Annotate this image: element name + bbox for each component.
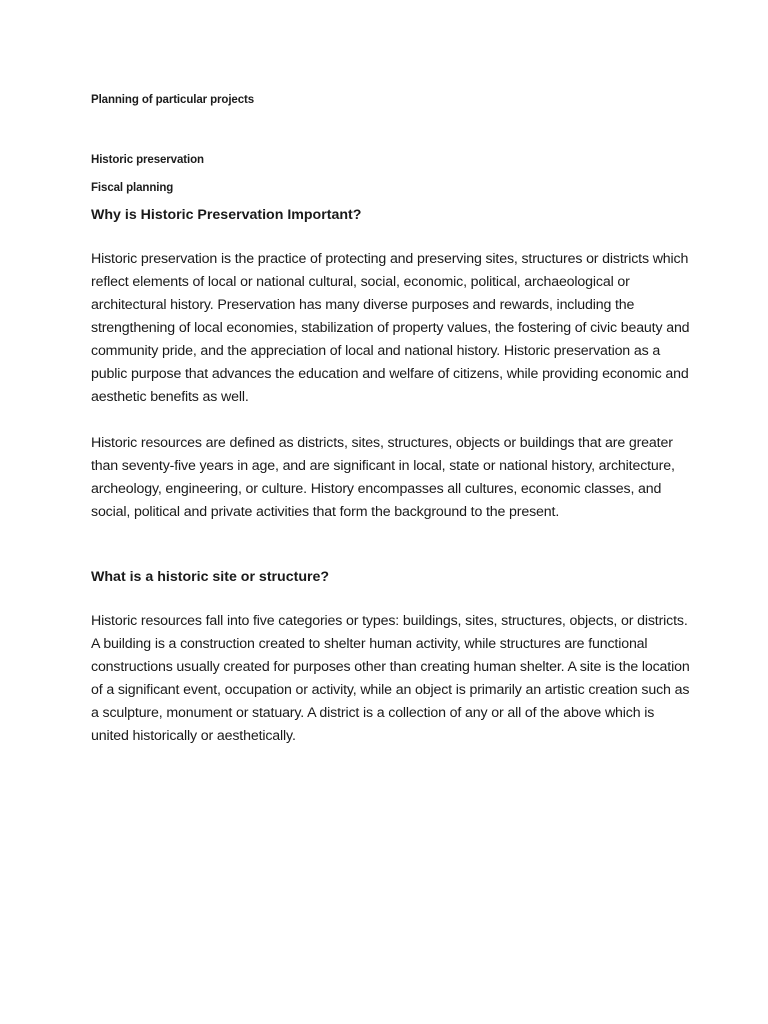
heading-fiscal-planning: Fiscal planning (91, 182, 174, 194)
document-body (91, 92, 691, 748)
paragraph-resource-categories: Historic resources fall into five categories or types: buildings, sites, structures, objects, or districts. A building is a construction created to shelter human activity, while structures are functional constructions usually created for purposes other than creating human shelter. A site is the location of a significant event, occupation or activity, while an object is primarily an artistic creation such as a sculpture, monument or statuary. A district is a collection of any or all of the above which is united historically or aesthetically. (91, 613, 690, 744)
section-title-historic-site: What is a historic site or structure? (91, 569, 330, 585)
paragraph-preservation-definition: Historic preservation is the practice of protecting and preserving sites, structures or districts which reflect elements of local or national cultural, social, economic, political, archaeological or architectural history. Preservation has many diverse purposes and rewards, including the strengthening of local economies, stabilization of property values, the fostering of civic beauty and community pride, and the appreciation of local and national history. Historic preservation as a public purpose that advances the education and welfare of citizens, while providing economic and aesthetic benefits as well. (91, 251, 690, 405)
heading-planning-projects: Planning of particular projects (91, 94, 255, 106)
paragraph-historic-resources: Historic resources are defined as districts, sites, structures, objects or buildings that are greater than seventy-five years in age, and are significant in local, state or national history, architecture, archeology, engineering, or culture. History encompasses all cultures, economic classes, and social, political and private activities that form the background to the present. (91, 435, 675, 520)
section-title-why-preservation: Why is Historic Preservation Important? (91, 207, 362, 223)
heading-historic-preservation: Historic preservation (91, 154, 204, 166)
